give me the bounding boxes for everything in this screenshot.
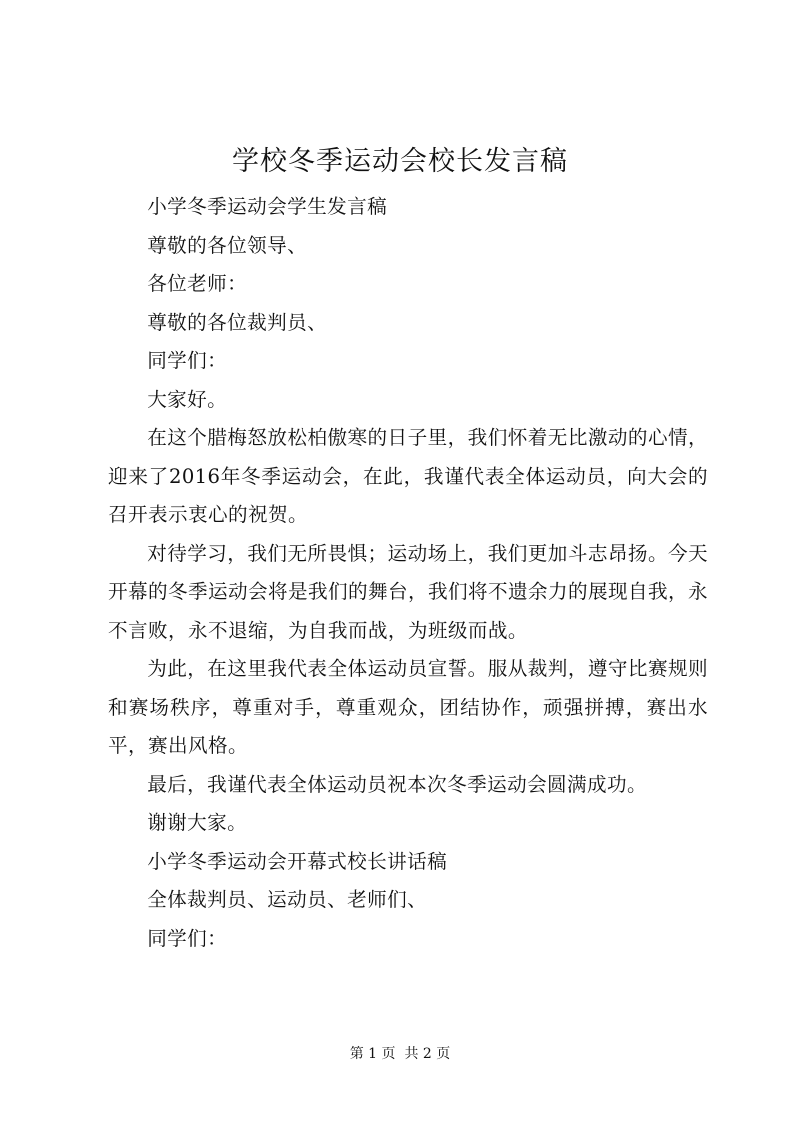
page-number-label: 第 1 页 共 2 页	[349, 1046, 451, 1062]
paragraph: 小学冬季运动会学生发言稿	[147, 195, 388, 218]
paragraph: 为此，在这里我代表全体运动员宣誓。服从裁判，遵守比赛规则和赛场秩序，尊重对手，尊重观众，团结协作，顽强拼搏，赛出水平，赛出风格。	[108, 657, 708, 757]
paragraph: 最后，我谨代表全体运动员祝本次冬季运动会圆满成功。	[147, 772, 648, 796]
paragraph: 在这个腊梅怒放松柏傲寒的日子里，我们怀着无比激动的心情，迎来了2016年冬季运动会，在此，我谨代表全体运动员，向大会的召开表示衷心的祝贺。	[108, 426, 708, 526]
paragraph: 全体裁判员、运动员、老师们、	[147, 888, 428, 911]
paragraph: 谢谢大家。	[147, 811, 248, 834]
paragraph: 同学们：	[147, 926, 228, 950]
paragraph: 小学冬季运动会开幕式校长讲话稿	[147, 849, 448, 873]
paragraph: 对待学习，我们无所畏惧；运动场上，我们更加斗志昂扬。今天开幕的冬季运动会将是我们的舞台，我们将不遗余力的展现自我，永不言败，永不退缩，为自我而战，为班级而战。	[108, 541, 708, 642]
paragraph: 尊敬的各位领导、	[147, 233, 308, 257]
paragraph: 同学们：	[147, 349, 228, 372]
paragraph: 尊敬的各位裁判员、	[147, 310, 328, 334]
document-title: 学校冬季运动会校长发言稿	[232, 146, 568, 177]
page-footer	[0, 1044, 800, 1064]
paragraph: 各位老师：	[147, 272, 248, 295]
document-body	[108, 188, 708, 958]
paragraph: 大家好。	[147, 387, 228, 411]
